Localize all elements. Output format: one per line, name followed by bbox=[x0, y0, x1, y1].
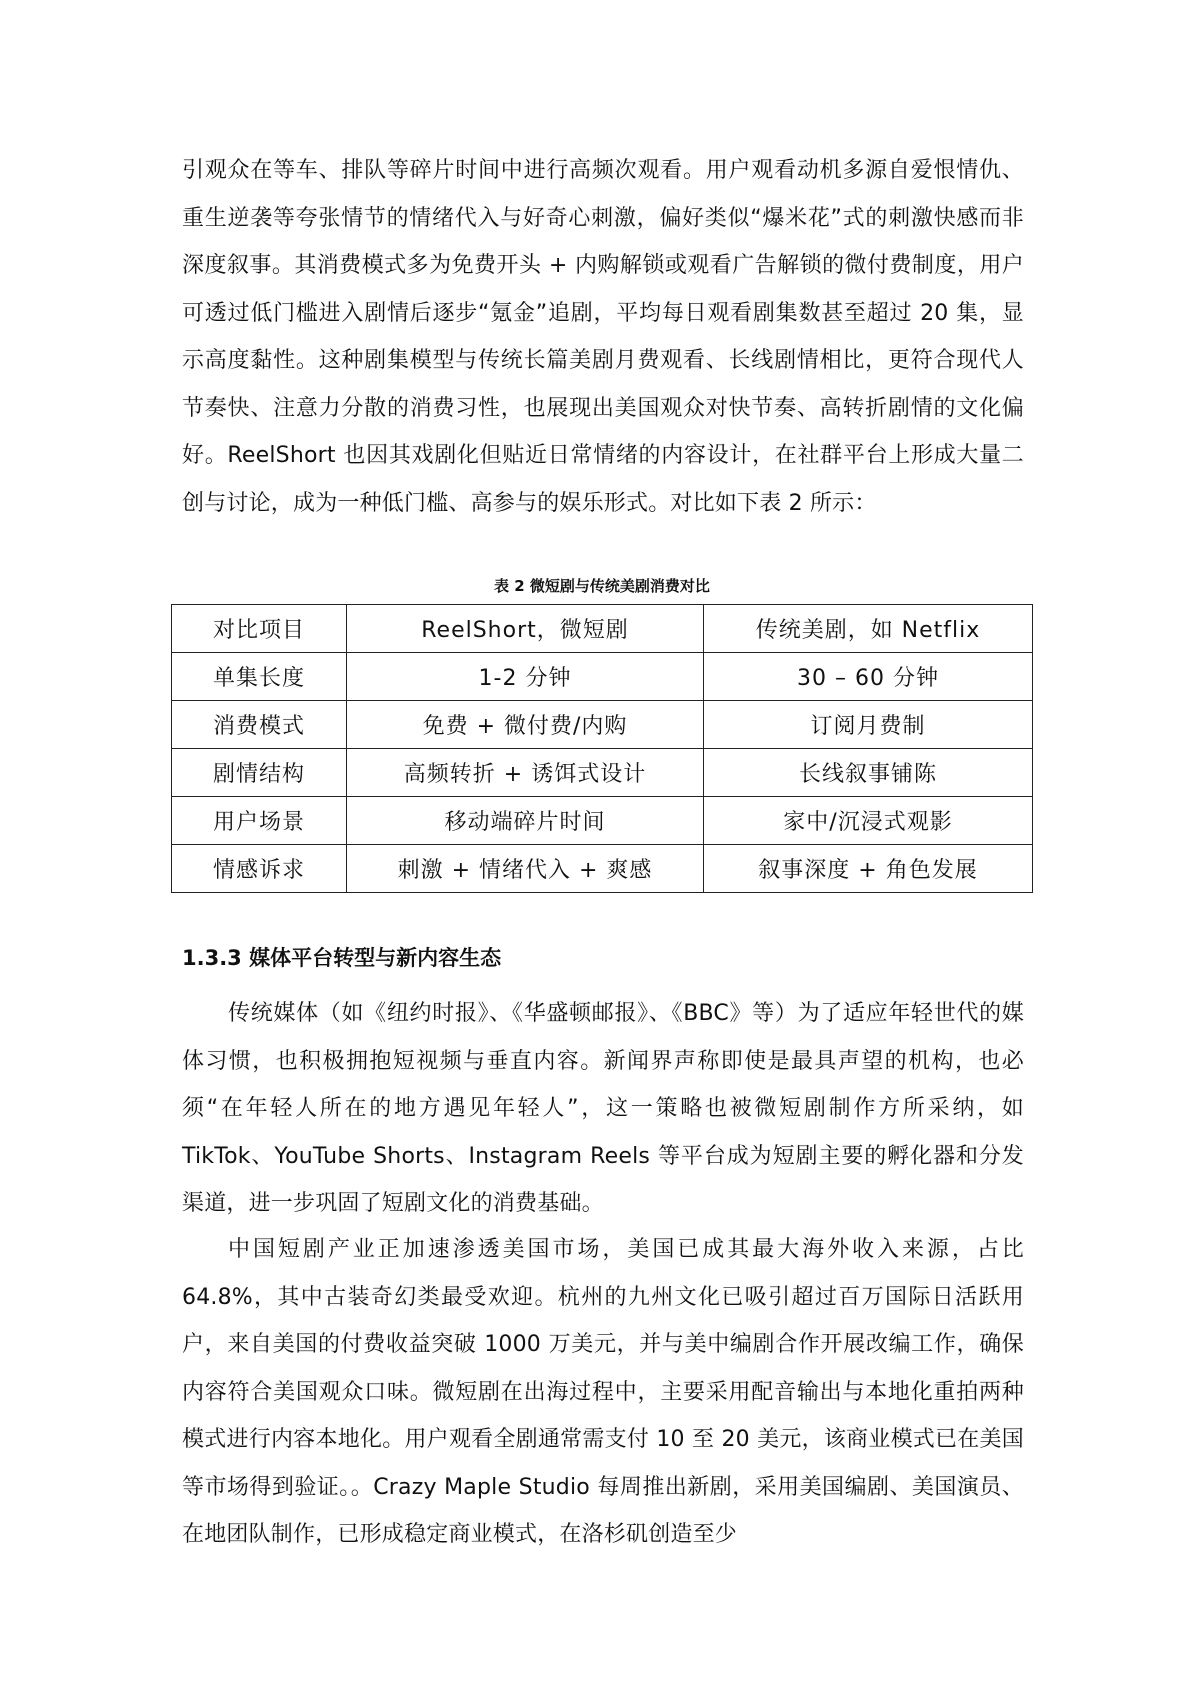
table-cell: 叙事深度 + 角色发展 bbox=[704, 845, 1033, 893]
table-caption: 表 2 微短剧与传统美剧消费对比 bbox=[494, 577, 710, 595]
table-row bbox=[172, 605, 1033, 653]
table-cell: 家中/沉浸式观影 bbox=[704, 797, 1033, 845]
table-row bbox=[172, 653, 1033, 701]
table-cell: 情感诉求 bbox=[172, 845, 347, 893]
table-cell: 刺激 + 情绪代入 + 爽感 bbox=[347, 845, 704, 893]
table-cell: 高频转折 + 诱饵式设计 bbox=[347, 749, 704, 797]
table-cell: 剧情结构 bbox=[172, 749, 347, 797]
paragraph-us-market: 中国短剧产业正加速渗透美国市场，美国已成其最大海外收入来源，占比64.8%，其中古装奇幻类最受欢迎。杭州的九州文化已吸引超过百万国际日活跃用户，来自美国的付费收益突破 1000 万美元，并与美中编剧合作开展改编工作，确保内容符合美国观众口味。微短剧在出海过程中，主要采用配音输出与本地化重拍两种模式进行内容本地化。用户观看全剧通常需支付 10 至 20 美元，该商业模式已在美国等市场得到验证。。Crazy Maple Studio 每周推出新剧，采用美国编剧、美国演员、在地团队制作，已形成稳定商业模式，在洛杉矶创造至少 bbox=[182, 1237, 1024, 1547]
comparison-table bbox=[171, 604, 1033, 893]
paragraph-media-platforms: 传统媒体（如《纽约时报》、《华盛顿邮报》、《BBC》等）为了适应年轻世代的媒体习惯，也积极拥抱短视频与垂直内容。新闻界声称即使是最具声望的机构，也必须“在年轻人所在的地方遇见年轻人”，这一策略也被微短剧制作方所采纳，如 TikTok、YouTube Shorts、Instagram Reels 等平台成为短剧主要的孵化器和分发渠道，进一步巩固了短剧文化的消费基础。 bbox=[182, 1001, 1024, 1216]
table-row bbox=[172, 701, 1033, 749]
table-cell: 订阅月费制 bbox=[704, 701, 1033, 749]
table-cell: 单集长度 bbox=[172, 653, 347, 701]
table-cell: 1-2 分钟 bbox=[347, 653, 704, 701]
table-cell: 用户场景 bbox=[172, 797, 347, 845]
table-row bbox=[172, 749, 1033, 797]
table-cell: 30 – 60 分钟 bbox=[704, 653, 1033, 701]
table-cell: 移动端碎片时间 bbox=[347, 797, 704, 845]
section-heading: 1.3.3 媒体平台转型与新内容生态 bbox=[182, 946, 502, 970]
table-cell: 免费 + 微付费/内购 bbox=[347, 701, 704, 749]
table-row bbox=[172, 845, 1033, 893]
table-row bbox=[172, 797, 1033, 845]
table-cell: ReelShort，微短剧 bbox=[347, 605, 704, 653]
paragraph-consumption-model: 引观众在等车、排队等碎片时间中进行高频次观看。用户观看动机多源自爱恨情仇、重生逆袭等夸张情节的情绪代入与好奇心刺激，偏好类似“爆米花”式的刺激快感而非深度叙事。其消费模式多为免费开头 + 内购解锁或观看广告解锁的微付费制度，用户可透过低门槛进入剧情后逐步“氪金”追剧，平均每日观看剧集数甚至超过 20 集，显示高度黏性。这种剧集模型与传统长篇美剧月费观看、长线剧情相比，更符合现代人节奏快、注意力分散的消费习性，也展现出美国观众对快节奏、高转折剧情的文化偏好。ReelShort 也因其戏剧化但贴近日常情绪的内容设计，在社群平台上形成大量二创与讨论，成为一种低门槛、高参与的娱乐形式。对比如下表 2 所示： bbox=[182, 158, 1024, 516]
table-cell: 消费模式 bbox=[172, 701, 347, 749]
table-cell: 对比项目 bbox=[172, 605, 347, 653]
table-cell: 传统美剧，如 Netflix bbox=[704, 605, 1033, 653]
table-cell: 长线叙事铺陈 bbox=[704, 749, 1033, 797]
